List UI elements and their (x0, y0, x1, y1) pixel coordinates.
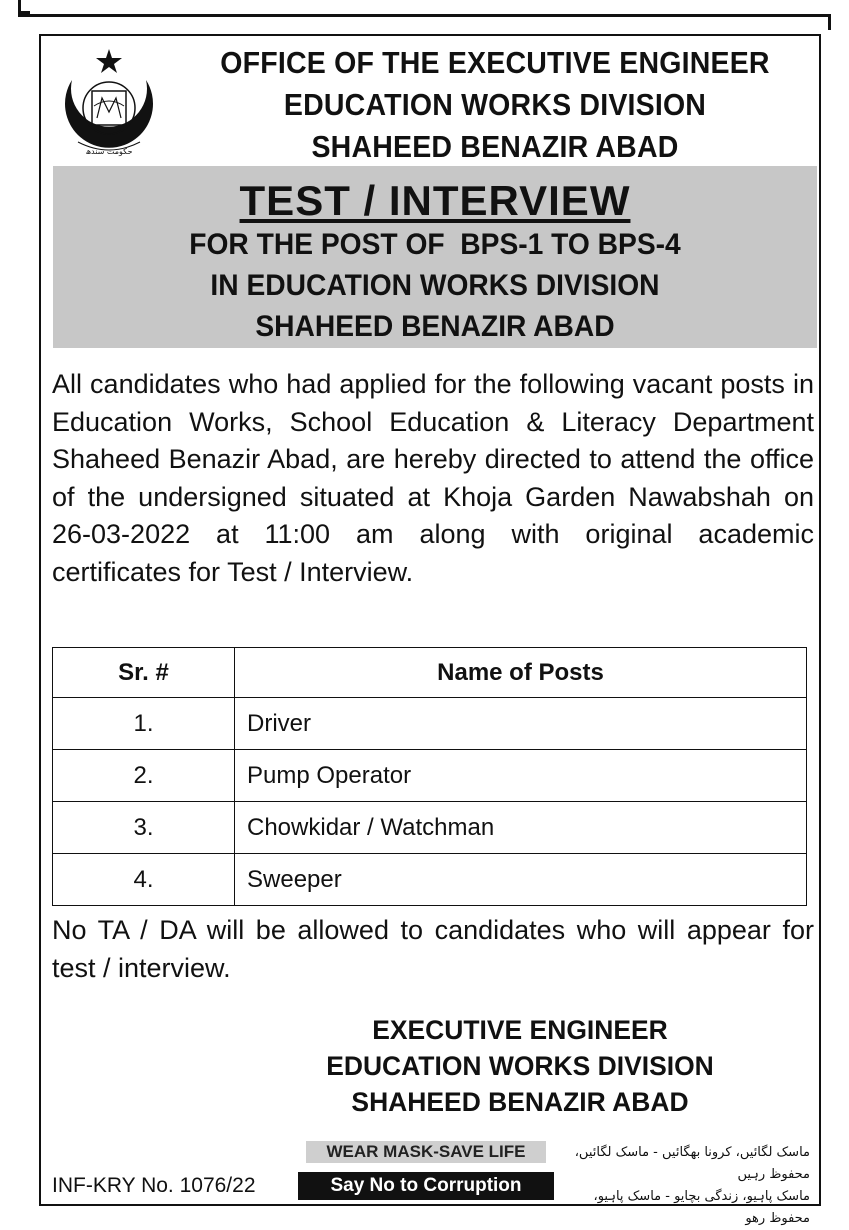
signature-line-1: EXECUTIVE ENGINEER (372, 1015, 668, 1045)
column-header-post: Name of Posts (235, 648, 807, 698)
table-row (53, 750, 807, 802)
row-post: Sweeper (235, 854, 807, 906)
anti-corruption-slogan: Say No to Corruption (298, 1172, 554, 1200)
row-post: Driver (235, 698, 807, 750)
row-sr: 3. (53, 802, 235, 854)
signature-line-3: SHAHEED BENAZIR ABAD (351, 1087, 689, 1117)
banner-line-2: IN EDUCATION WORKS DIVISION (210, 269, 660, 302)
reference-number: INF-KRY No. 1076/22 (52, 1174, 256, 1197)
corner-rule (18, 0, 30, 14)
urdu-slogans (566, 1142, 810, 1230)
row-sr: 4. (53, 854, 235, 906)
urdu-slogan-line-1: ماسک لگائیں، کرونا بھگائیں - ماسک لگائیں، محفوظ رہیں (574, 1145, 810, 1182)
row-post: Pump Operator (235, 750, 807, 802)
wear-mask-slogan: WEAR MASK-SAVE LIFE (306, 1141, 546, 1163)
column-header-sr: Sr. # (53, 648, 235, 698)
row-post: Chowkidar / Watchman (235, 802, 807, 854)
top-border-rule (18, 14, 831, 17)
header-line-2: EDUCATION WORKS DIVISION (283, 87, 707, 122)
test-interview-banner (53, 166, 817, 348)
government-seal-icon (54, 46, 164, 162)
header-line-1: OFFICE OF THE EXECUTIVE ENGINEER (220, 45, 770, 80)
header-line-3: SHAHEED BENAZIR ABAD (311, 129, 679, 164)
signature-line-2: EDUCATION WORKS DIVISION (326, 1051, 714, 1081)
seal-emblem-text: حکومت سندھ (85, 147, 133, 156)
table-row (53, 854, 807, 906)
row-sr: 1. (53, 698, 235, 750)
notice-paragraph: All candidates who had applied for the following vacant posts in Education Works, School Education & Literacy Department Shaheed Benazir Abad, are hereby directed to attend the office of the undersigned situated at Khoja Garden Nawabshah on 26-03-2022 at 11:00 am along with original academic certificates for Test / Interview. (52, 369, 814, 587)
posts-table (52, 647, 807, 906)
banner-title: TEST / INTERVIEW (239, 177, 631, 224)
closing-paragraph: No TA / DA will be allowed to candidates who will appear for test / interview. (52, 915, 814, 983)
table-row (53, 802, 807, 854)
row-sr: 2. (53, 750, 235, 802)
urdu-slogan-line-2: ماسک پاہیو، زندگی بچایو - ماسک پاہیو، محفوظ رھو (593, 1189, 810, 1226)
right-border-rule (828, 14, 831, 30)
banner-line-1: FOR THE POST OF BPS-1 TO BPS-4 (189, 228, 681, 261)
banner-line-3: SHAHEED BENAZIR ABAD (255, 310, 615, 343)
table-row (53, 698, 807, 750)
table-header-row (53, 648, 807, 698)
office-header (170, 42, 820, 168)
signature-block (280, 1012, 760, 1120)
